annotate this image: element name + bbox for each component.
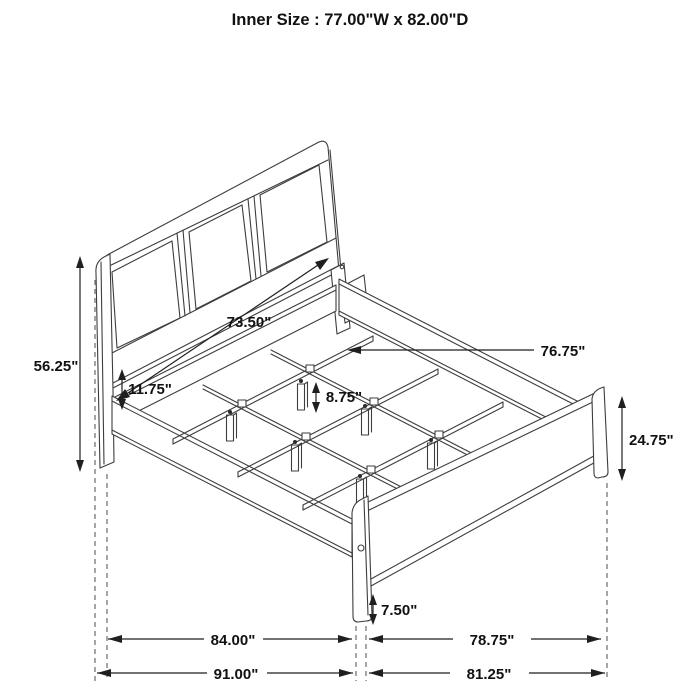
dim-slat-length: 76.75" [540,343,586,360]
dim-inner-length: 84.00" [210,632,256,649]
dim-side-rail-height: 11.75" [128,381,172,398]
footboard-post-left [352,496,372,622]
diagram-title: Inner Size : 77.00"W x 82.00"D [231,11,469,29]
dim-headboard-width: 73.50" [226,314,272,331]
dim-footboard-height: 24.75" [629,432,674,449]
footboard-panel [364,392,601,586]
dim-footboard-inner-span: 78.75" [469,632,515,649]
dim-slat-leg-height: 8.75" [325,389,363,406]
footboard-post-right [592,387,608,478]
dim-overall-length: 91.00" [213,666,259,683]
dim-headboard-height: 56.25" [33,358,79,375]
dim-footboard-overall-span: 81.25" [466,666,512,683]
dim-footboard-clearance: 7.50" [381,602,418,619]
footboard [352,387,608,622]
